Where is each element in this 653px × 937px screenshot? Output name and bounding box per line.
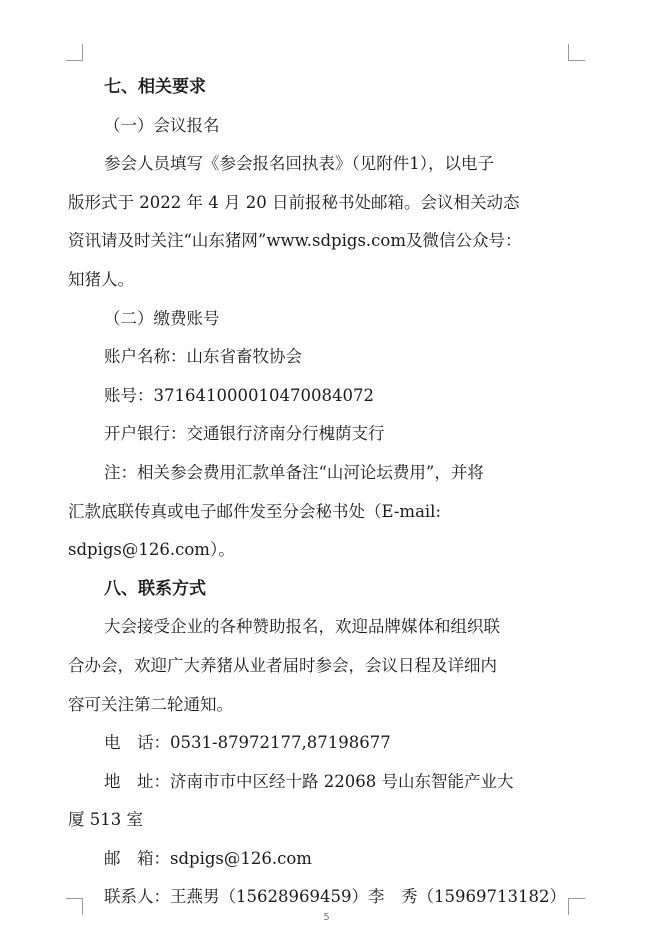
sponsorship-line: 大会接受企业的各种赞助报名，欢迎品牌媒体和组织联 <box>104 617 500 637</box>
subsection-registration: （一）会议报名 <box>104 115 220 135</box>
contact-address-line: 厦 513 室 <box>68 810 143 830</box>
registration-line: 知猪人。 <box>68 269 134 289</box>
contact-persons: 联系人：王燕男（15628969459）李 秀（15969713182） <box>104 887 566 907</box>
registration-line: 版形式于 2022 年 4 月 20 日前报秘书处邮箱。会议相关动态 <box>68 192 520 212</box>
payment-note-line: sdpigs@126.com）。 <box>68 540 235 560</box>
registration-line: 参会人员填写《参会报名回执表》（见附件1），以电子 <box>104 154 494 174</box>
contact-phone: 电 话：0531-87972177,87198677 <box>104 733 391 753</box>
page-number: 5 <box>323 912 330 923</box>
section-8-heading: 八、联系方式 <box>104 578 206 599</box>
subsection-payment-account: （二）缴费账号 <box>104 308 220 328</box>
payment-note-line: 汇款底联传真或电子邮件发至分会秘书处（E-mail: <box>68 501 442 521</box>
crop-mark-top-left <box>66 44 83 61</box>
account-number: 账号：371641000010470084072 <box>104 385 374 405</box>
section-7-heading: 七、相关要求 <box>104 77 206 97</box>
sponsorship-line: 合办会，欢迎广大养猪从业者届时参会，会议日程及详细内 <box>68 655 497 675</box>
sponsorship-line: 容可关注第二轮通知。 <box>68 694 233 714</box>
contact-email: 邮 箱：sdpigs@126.com <box>104 848 312 868</box>
account-name: 账户名称：山东省畜牧协会 <box>104 347 302 367</box>
crop-mark-top-right <box>568 44 585 61</box>
contact-address-line: 地 址：济南市市中区经十路 22068 号山东智能产业大 <box>104 771 514 791</box>
payment-note-line: 注：相关参会费用汇款单备注“山河论坛费用”，并将 <box>104 462 484 482</box>
bank-name: 开户银行：交通银行济南分行槐荫支行 <box>104 424 385 444</box>
document-body <box>68 68 578 917</box>
registration-line: 资讯请及时关注“山东猪网”www.sdpigs.com及微信公众号： <box>68 231 522 251</box>
